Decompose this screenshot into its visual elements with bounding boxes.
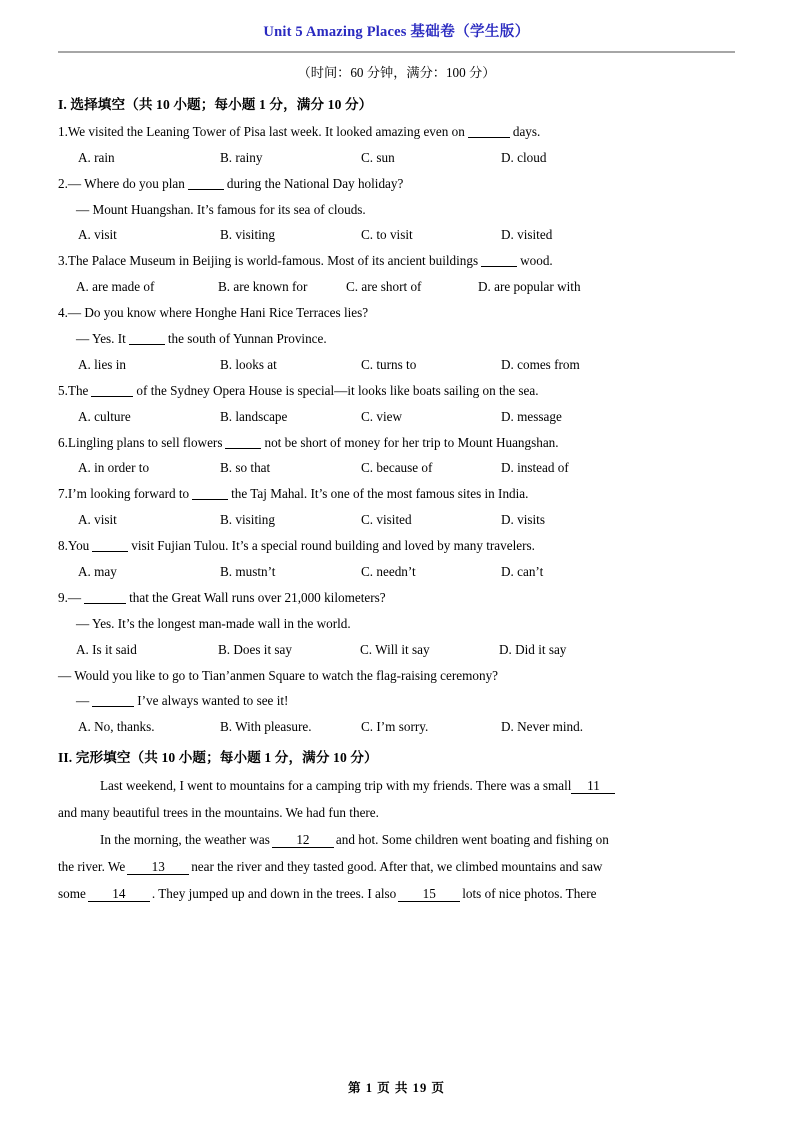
answer-blank [91,383,133,397]
question-3-stem [58,252,735,270]
question-5-options [58,408,735,425]
option-d[interactable]: D. visits [501,512,545,528]
question-1-text-before: We visited the Leaning Tower of Pisa last week. It looked amazing even on [67,123,465,139]
question-2-number: 2. [58,175,68,191]
cloze-line-1 [58,772,735,799]
header-divider [58,51,735,53]
question-8-text-after: visit Fujian Tulou. It’s a special round building and loved by many travelers. [131,538,535,554]
exam-meta: （时间：60 分钟，满分：100 分） [297,65,496,81]
answer-blank [92,694,134,708]
cloze-line-3 [58,826,735,853]
option-b[interactable]: B. mustn’t [220,564,276,580]
question-2-text-after: during the National Day holiday? [226,175,404,191]
question-4-stem-line2 [58,330,735,348]
option-c[interactable]: C. to visit [361,227,413,243]
option-d[interactable]: D. message [501,408,562,424]
question-4-stem [58,304,735,322]
option-a[interactable]: A. visit [78,512,117,528]
question-5-text-before: The [67,382,89,398]
option-b[interactable]: B. looks at [220,356,277,372]
question-1-text-after: days. [512,123,541,139]
question-6 [58,434,735,477]
question-10 [58,667,735,736]
question-9-stem [58,589,735,607]
cloze-blank-11: 11 [571,779,615,795]
option-b[interactable]: B. visiting [220,227,275,243]
option-b[interactable]: B. Does it say [218,641,292,657]
question-10-stem-line2 [58,692,735,710]
answer-blank [225,435,261,449]
option-c[interactable]: C. needn’t [361,564,416,580]
cloze-blank-13: 13 [127,860,189,876]
option-b[interactable]: B. so that [220,460,271,476]
option-d[interactable]: D. instead of [501,460,569,476]
question-1-number: 1. [58,123,68,139]
question-1-stem [58,123,735,141]
option-a[interactable]: A. No, thanks. [78,719,155,735]
cloze-blank-14: 14 [88,887,150,903]
question-8-text-before: You [67,538,90,554]
question-9-options [58,641,735,658]
option-a[interactable]: A. lies in [78,356,126,372]
question-7-number: 7. [58,486,68,502]
question-4-text-before: — Do you know where Honghe Hani Rice Terraces lies? [67,305,369,321]
option-a[interactable]: A. are made of [76,279,155,295]
question-5 [58,382,735,425]
question-7-stem [58,485,735,503]
question-2-stem-line2: — Mount Huangshan. It’s famous for its sea of clouds. [76,201,366,217]
option-d[interactable]: D. cloud [501,149,547,165]
answer-blank [129,331,165,345]
cloze-text: near the river and they tasted good. After that, we climbed mountains and saw [191,858,603,874]
question-4-line2-after: the south of Yunnan Province. [167,330,327,346]
question-10-options [58,718,735,735]
option-c[interactable]: C. are short of [346,279,422,295]
cloze-blank-15: 15 [398,887,460,903]
question-10-line2-before: — [76,693,90,709]
option-b[interactable]: B. visiting [220,512,275,528]
question-7-text-before: I’m looking forward to [67,486,190,502]
answer-blank [468,124,510,138]
option-c[interactable]: C. turns to [361,356,417,372]
question-6-number: 6. [58,434,68,450]
option-a[interactable]: A. rain [78,149,115,165]
question-3-text-after: wood. [520,253,553,269]
option-d[interactable]: D. can’t [501,564,544,580]
question-2-text-before: — Where do you plan [67,175,185,191]
option-c[interactable]: C. Will it say [360,641,430,657]
option-a[interactable]: A. may [78,564,117,580]
cloze-text: and hot. Some children went boating and fishing on [335,831,609,847]
question-3-number: 3. [58,253,68,269]
option-c[interactable]: C. visited [361,512,412,528]
question-5-text-after: of the Sydney Opera House is special—it looks like boats sailing on the sea. [136,382,539,398]
question-10-line2-after: I’ve always wanted to see it! [137,693,289,709]
question-9-stem-line2: — Yes. It’s the longest man-made wall in the world. [76,615,351,631]
question-9 [58,589,735,658]
question-8-stem [58,537,735,555]
question-1 [58,123,735,166]
option-a[interactable]: A. Is it said [76,641,137,657]
question-5-number: 5. [58,382,68,398]
option-b[interactable]: B. With pleasure. [220,719,312,735]
option-c[interactable]: C. I’m sorry. [361,719,429,735]
answer-blank [84,590,126,604]
option-a[interactable]: A. culture [78,408,131,424]
option-d[interactable]: D. Never mind. [501,719,584,735]
question-2-options [58,226,735,243]
cloze-passage [58,772,735,907]
cloze-blank-12: 12 [272,833,334,849]
document-title-english: Unit 5 Amazing Places [263,24,407,40]
question-6-stem [58,434,735,452]
document-title-chinese: 基础卷（学生版） [410,24,530,40]
option-d[interactable]: D. visited [501,227,553,243]
question-6-options [58,459,735,476]
option-a[interactable]: A. in order to [78,460,150,476]
question-8-options [58,563,735,580]
answer-blank [481,254,517,268]
option-c[interactable]: C. because of [361,460,433,476]
question-3 [58,252,735,295]
question-3-text-before: The Palace Museum in Beijing is world-famous. Most of its ancient buildings [67,253,479,269]
option-c[interactable]: C. sun [361,149,395,165]
question-2-stem [58,175,735,193]
option-b[interactable]: B. rainy [220,149,263,165]
option-d[interactable]: D. are popular with [478,279,581,295]
cloze-text: lots of nice photos. There [462,885,597,901]
cloze-text: . They jumped up and down in the trees. I also [151,885,397,901]
question-4-number: 4. [58,305,68,321]
cloze-text: some [58,885,86,901]
answer-blank [92,539,128,553]
question-3-options [58,278,735,295]
option-b[interactable]: B. are known for [218,279,308,295]
question-7-options [58,511,735,528]
question-5-stem [58,382,735,400]
option-c[interactable]: C. view [361,408,403,424]
cloze-line-4 [58,853,735,880]
option-a[interactable]: A. visit [78,227,117,243]
question-9-text-before: — [67,590,82,606]
answer-blank [188,176,224,190]
option-d[interactable]: D. comes from [501,356,580,372]
question-2 [58,175,735,244]
question-6-text-after: not be short of money for her trip to Mount Huangshan. [264,434,559,450]
question-4-line2-before: — Yes. It [76,330,126,346]
cloze-text: Last weekend, I went to mountains for a camping trip with my friends. There was a small [100,777,572,793]
answer-blank [192,487,228,501]
question-8-number: 8. [58,538,68,554]
document-title [58,0,735,41]
question-4-options [58,356,735,373]
question-9-number: 9. [58,590,68,606]
option-b[interactable]: B. landscape [220,408,288,424]
question-9-text-after: that the Great Wall runs over 21,000 kilometers? [129,590,386,606]
section-heading-multiple-choice: I. 选择填空（共 10 小题；每小题 1 分，满分 10 分） [58,96,373,112]
option-d[interactable]: D. Did it say [499,641,567,657]
question-7-text-after: the Taj Mahal. It’s one of the most famous sites in India. [231,486,529,502]
page-footer: 第 1 页 共 19 页 [347,1081,445,1095]
section-heading-cloze: II. 完形填空（共 10 小题；每小题 1 分，满分 10 分） [58,750,378,766]
cloze-line-2: and many beautiful trees in the mountains. We had fun there. [58,804,379,820]
cloze-text: the river. We [58,858,126,874]
cloze-line-5 [58,880,735,907]
question-7 [58,485,735,528]
question-10-stem: — Would you like to go to Tian’anmen Square to watch the flag-raising ceremony? [58,667,499,683]
question-4 [58,304,735,373]
question-6-text-before: Lingling plans to sell flowers [67,434,223,450]
question-1-options [58,149,735,166]
cloze-text: In the morning, the weather was [100,831,270,847]
question-8 [58,537,735,580]
